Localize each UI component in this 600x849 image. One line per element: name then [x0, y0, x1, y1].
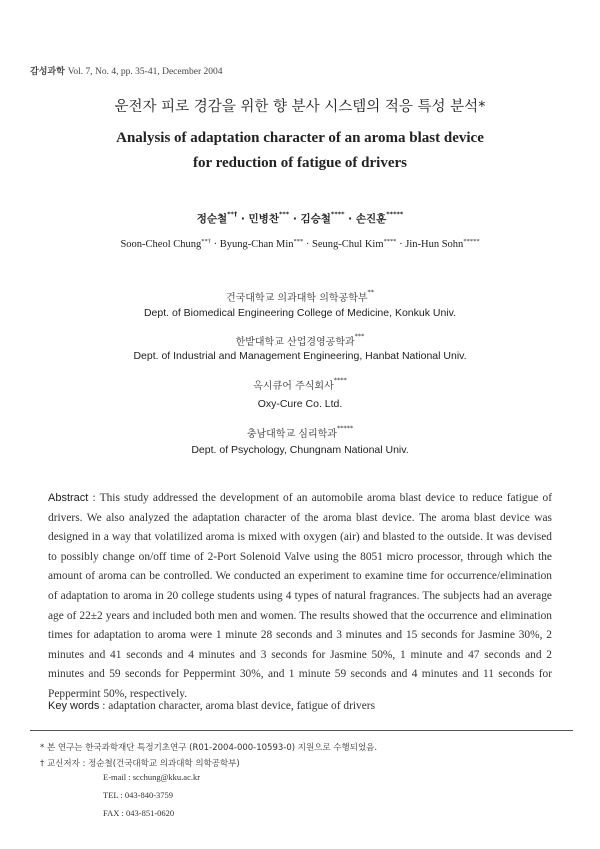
- author-mark: **†: [227, 210, 238, 218]
- author-separator: ·: [303, 239, 313, 250]
- footnote-divider: [30, 730, 573, 731]
- author-name: 김승철: [300, 213, 331, 225]
- author-name: Seung-Chul Kim: [312, 239, 384, 250]
- footnote-tel: TEL : 043-840-3759: [103, 790, 174, 800]
- affiliation-korean: [0, 333, 600, 348]
- author-separator: ·: [237, 213, 249, 225]
- author-name: Jin-Hun Sohn: [405, 239, 464, 250]
- author-mark: *****: [463, 238, 480, 245]
- paper-title-korean: 운전자 피로 경감을 위한 향 분사 시스템의 적응 특성 분석*: [114, 99, 486, 115]
- author-name: Soon-Cheol Chung: [120, 239, 202, 250]
- footnote-fax: FAX : 043-851-0620: [103, 808, 175, 818]
- affiliation-english: Oxy-Cure Co. Ltd.: [257, 398, 343, 410]
- keywords: Key words : adaptation character, aroma blast device, fatigue of drivers: [48, 700, 376, 712]
- affiliation-english: Dept. of Psychology, Chungnam National Univ.: [191, 444, 409, 456]
- author-separator: ·: [396, 239, 406, 250]
- affiliation-korean-text: 충남대학교 심리학과: [246, 429, 337, 440]
- footnote-email: E-mail : scchung@kku.ac.kr: [103, 772, 201, 782]
- keywords-label: Key words: [48, 700, 100, 712]
- journal-volume-info: Vol. 7, No. 4, pp. 35-41, December 2004: [67, 67, 223, 77]
- abstract-label: Abstract: [48, 492, 89, 504]
- author-mark: ****: [330, 210, 345, 218]
- abstract-text: This study addressed the development of an automobile aroma blast device to reduce fatigue of drivers. We also analyzed the adaptation character of the aroma blast device. The aroma blast device was designed in a way that volatilized aroma is mixed with oxygen (air) and blasted to the outside. It was devised to possibly change on/off time of 2-Port Solenoid Valve using the 8051 micro processor, through which the amount of aroma can be controlled. We conducted an experiment to examine time for occurrence/elimination of adaptation to aroma in 20 college students using 4 types of natural fragrances. The subjects had an average age of 22±2 years and included both men and women. The results showed that the occurrence and elimination times for adaptation to aroma were 1 minute 28 seconds and 3 minutes and 15 seconds for Jasmine 30%, 2 minutes and 41 seconds and 4 minutes and 3 seconds for Jasmine 50%, 1 minute and 47 seconds and 2 minutes and 59 seconds for Peppermint 30%, and 1 minute 59 seconds and 4 minutes and 11 seconds for Peppermint 50%, respectively.: [48, 492, 552, 700]
- footnote-funding: * 본 연구는 한국과학재단 특정기초연구 (R01-2004-000-10593-0) 지원으로 수행되었음.: [40, 743, 378, 753]
- author-mark: ***: [278, 210, 290, 218]
- paper-title-english-line1: Analysis of adaptation character of an aroma blast device: [116, 130, 484, 146]
- author-mark: *****: [386, 210, 404, 218]
- journal-name: 감성과학: [30, 67, 65, 77]
- author-name: Byung-Chan Min: [219, 239, 294, 250]
- authors-english: [0, 239, 600, 250]
- keywords-text: adaptation character, aroma blast device, fatigue of drivers: [108, 700, 376, 712]
- affiliation-english: Dept. of Industrial and Management Engineering, Hanbat National Univ.: [133, 350, 467, 362]
- author-name: 정순철: [196, 213, 228, 225]
- journal-citation: [30, 64, 223, 77]
- affiliation-korean: [0, 377, 600, 392]
- affiliation-korean: [0, 289, 600, 304]
- author-separator: ·: [289, 213, 301, 225]
- affiliation-mark: ****: [333, 376, 347, 384]
- author-mark: ***: [293, 238, 304, 245]
- affiliation-korean: [0, 425, 600, 440]
- affiliation-korean-text: 한밭대학교 산업경영공학과: [235, 337, 355, 348]
- affiliation-mark: ***: [354, 332, 365, 340]
- affiliation-korean-text: 건국대학교 의과대학 의학공학부: [225, 293, 368, 304]
- authors-korean: [0, 211, 600, 226]
- footnote-corresponding-author: † 교신저자 : 정순철(건국대학교 의과대학 의학공학부): [40, 759, 240, 769]
- abstract: Abstract : This study addressed the development of an automobile aroma blast device to reduce fatigue of drivers. We also analyzed the adaptation character of the aroma blast device. The aroma blast device was designed in a way that volatilized aroma is mixed with oxygen (air) and blasted to the outside. It was devised to possibly change on/off time of 2-Port Solenoid Valve using the 8051 micro processor, through which the amount of aroma can be controlled. We conducted an experiment to examine time for occurrence/elimination of adaptation to aroma in 20 college students using 4 types of natural fragrances. The subjects had an average age of 22±2 years and included both men and women. The results showed that the occurrence and elimination times for adaptation to aroma were 1 minute 28 seconds and 3 minutes and 15 seconds for Jasmine 30%, 2 minutes and 41 seconds and 4 minutes and 3 seconds for Jasmine 50%, 1 minute and 47 seconds and 2 minutes and 59 seconds for Peppermint 30%, and 1 minute 59 seconds and 4 minutes and 11 seconds for Peppermint 50%, respectively.: [48, 492, 552, 700]
- author-name: 손진훈: [355, 213, 387, 225]
- affiliation-mark: **: [367, 288, 375, 296]
- affiliation-english: Dept. of Biomedical Engineering College of Medicine, Konkuk Univ.: [143, 307, 457, 319]
- author-separator: ·: [344, 213, 356, 225]
- affiliation-mark: *****: [336, 424, 354, 432]
- paper-title-english-line2: for reduction of fatigue of drivers: [193, 155, 407, 171]
- author-mark: **†: [201, 238, 211, 245]
- author-name: 민병찬: [248, 213, 279, 225]
- author-separator: ·: [210, 239, 220, 250]
- author-mark: ****: [383, 238, 397, 245]
- affiliation-korean-text: 옥시큐어 주식회사: [253, 381, 334, 392]
